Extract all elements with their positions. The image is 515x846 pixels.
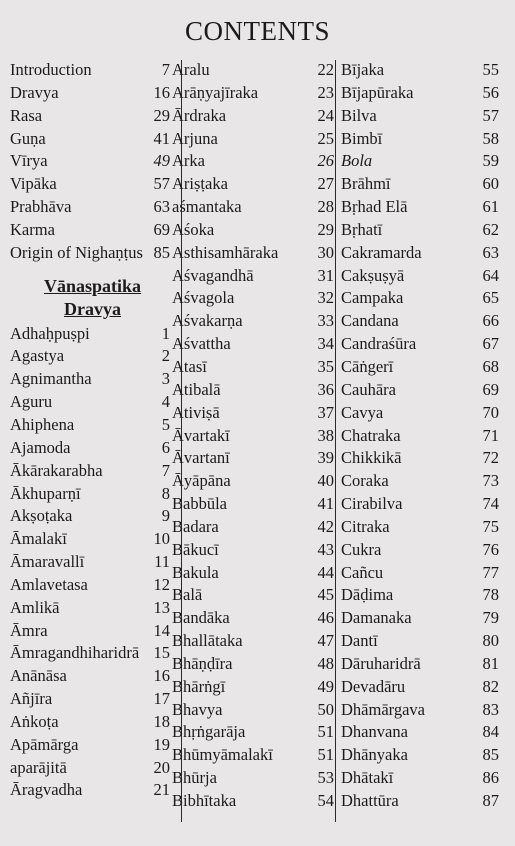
- entry-title: Bilva: [341, 105, 377, 125]
- entry-page-number: 56: [482, 82, 499, 102]
- contents-entry: [341, 721, 505, 744]
- entry-page-number: 83: [482, 699, 499, 719]
- contents-entry: [341, 790, 505, 813]
- page-title: CONTENTS: [185, 16, 330, 46]
- entry-title: Agastya: [10, 346, 65, 366]
- entry-page-number: 69: [153, 219, 170, 239]
- contents-entry: [341, 676, 505, 699]
- contents-entry: [341, 539, 505, 562]
- entry-page-number: 74: [482, 494, 499, 514]
- entry-page-number: 78: [482, 585, 499, 605]
- entry-title: Āmalakī: [10, 529, 67, 549]
- entry-page-number: 57: [153, 174, 170, 194]
- entry-page-number: 5: [161, 414, 170, 434]
- entry-title: Aśvagandhā: [172, 265, 254, 285]
- entry-title: Bījaka: [341, 60, 385, 79]
- entry-page-number: 59: [482, 151, 499, 171]
- entry-page-number: 81: [482, 653, 499, 673]
- contents-entry: [172, 333, 334, 356]
- contents-entry: [10, 460, 170, 483]
- contents-entry: [10, 345, 170, 368]
- entry-title: Citraka: [341, 516, 390, 536]
- contents-column-2: [172, 59, 334, 813]
- entry-title: Cakṣuṣyā: [341, 265, 405, 285]
- entry-title: Āvartakī: [172, 425, 230, 445]
- entry-page-number: 28: [317, 197, 334, 217]
- entry-page-number: 58: [482, 128, 499, 148]
- entry-title: Bṛhatī: [341, 219, 383, 239]
- entry-title: Amlikā: [10, 597, 60, 617]
- contents-entry: [10, 82, 170, 105]
- entry-page-number: 38: [317, 425, 334, 445]
- entry-page-number: 65: [482, 288, 499, 308]
- entry-page-number: 66: [482, 311, 499, 331]
- entry-title: Bibhītaka: [172, 791, 237, 810]
- entry-title: Bhūmyāmalakī: [172, 745, 273, 765]
- contents-entry: [172, 630, 334, 653]
- entry-page-number: 3: [161, 369, 170, 389]
- entry-page-number: 68: [482, 356, 499, 376]
- contents-entry: [10, 242, 170, 265]
- contents-entry: [172, 105, 334, 128]
- contents-entry: [341, 402, 505, 425]
- entry-title: Dāḍima: [341, 585, 394, 605]
- contents-entry: [10, 734, 170, 757]
- entry-page-number: 60: [482, 174, 499, 194]
- contents-entry: [10, 528, 170, 551]
- entry-title: Bakula: [172, 562, 219, 582]
- entry-title: Bola: [341, 151, 373, 171]
- contents-entry: [341, 470, 505, 493]
- entry-page-number: 6: [161, 437, 170, 457]
- entry-title: Bhūrja: [172, 768, 217, 788]
- contents-entry: [341, 310, 505, 333]
- entry-page-number: 51: [317, 722, 334, 742]
- entry-title: Candraśūra: [341, 334, 417, 354]
- contents-entry: [10, 323, 170, 346]
- entry-page-number: 16: [153, 82, 170, 102]
- entry-title: Karma: [10, 219, 55, 239]
- entry-title: Babbūla: [172, 494, 227, 514]
- entry-title: Cavya: [341, 402, 384, 422]
- contents-entry: [172, 59, 334, 82]
- contents-entry: [10, 105, 170, 128]
- contents-entry: [172, 379, 334, 402]
- entry-title: Āyāpāna: [172, 471, 231, 491]
- entry-page-number: 75: [482, 516, 499, 536]
- entry-title: Aguru: [10, 392, 53, 412]
- contents-entry: [10, 173, 170, 196]
- entry-title: Adhaḥpuṣpi: [10, 323, 90, 343]
- entry-page-number: 51: [317, 745, 334, 765]
- entry-title: Cauhāra: [341, 379, 396, 399]
- entry-title: Dantī: [341, 631, 378, 651]
- entry-title: Brāhmī: [341, 174, 391, 194]
- contents-entry: [341, 356, 505, 379]
- entry-page-number: 46: [317, 608, 334, 628]
- entry-title: Bṛhad Elā: [341, 197, 408, 217]
- entry-page-number: 25: [317, 128, 334, 148]
- entry-title: Ajamoda: [10, 437, 71, 457]
- entry-title: Bimbī: [341, 128, 383, 148]
- contents-entry: [10, 414, 170, 437]
- entry-title: Badara: [172, 516, 219, 536]
- entry-title: Devadāru: [341, 676, 406, 696]
- entry-title: Rasa: [10, 105, 43, 125]
- contents-entry: [172, 607, 334, 630]
- contents-entry: [172, 265, 334, 288]
- entry-title: Bījapūraka: [341, 82, 414, 102]
- entry-page-number: 61: [482, 197, 499, 217]
- entry-title: Ārdraka: [172, 105, 227, 125]
- entry-title: aśmantaka: [172, 197, 242, 217]
- entry-page-number: 87: [482, 791, 499, 810]
- contents-entry: [341, 242, 505, 265]
- entry-title: Cāṅgerī: [341, 356, 394, 376]
- entry-title: Aśvagola: [172, 288, 235, 308]
- entry-page-number: 73: [482, 471, 499, 491]
- contents-entry: [341, 516, 505, 539]
- entry-title: Bandāka: [172, 608, 230, 628]
- entry-page-number: 82: [482, 676, 499, 696]
- entry-title: Āmaravallī: [10, 552, 85, 572]
- entry-title: Origin of Nighaṇṭus: [10, 242, 143, 262]
- entry-page-number: 19: [153, 734, 170, 754]
- contents-entry: [10, 757, 170, 780]
- entry-title: Bhārṅgī: [172, 676, 226, 696]
- entry-page-number: 40: [317, 471, 334, 491]
- entry-title: Apāmārga: [10, 734, 79, 754]
- contents-entry: [341, 333, 505, 356]
- entry-title: Asthisamhāraka: [172, 242, 279, 262]
- entry-page-number: 7: [161, 60, 170, 79]
- entry-title: Aśvattha: [172, 334, 231, 354]
- entry-page-number: 26: [317, 151, 334, 171]
- entry-title: Bhallātaka: [172, 631, 243, 651]
- entry-title: Coraka: [341, 471, 389, 491]
- entry-page-number: 57: [482, 105, 499, 125]
- contents-entry: [172, 82, 334, 105]
- contents-entry: [172, 584, 334, 607]
- entry-page-number: 15: [153, 643, 170, 663]
- contents-entry: [341, 607, 505, 630]
- entry-page-number: 50: [317, 699, 334, 719]
- contents-entry: [172, 402, 334, 425]
- contents-entry: [172, 219, 334, 242]
- contents-entry: [172, 744, 334, 767]
- entry-page-number: 85: [153, 242, 170, 262]
- entry-title: Bhavya: [172, 699, 223, 719]
- entry-page-number: 27: [317, 174, 334, 194]
- entry-page-number: 35: [317, 356, 334, 376]
- contents-entry: [172, 516, 334, 539]
- contents-entry: [341, 173, 505, 196]
- entry-page-number: 43: [317, 539, 334, 559]
- contents-entry: [341, 699, 505, 722]
- contents-entry: [341, 630, 505, 653]
- entry-title: Arjuna: [172, 128, 218, 148]
- entry-page-number: 47: [317, 631, 334, 651]
- entry-page-number: 24: [317, 105, 334, 125]
- contents-entry: [10, 642, 170, 665]
- entry-page-number: 44: [317, 562, 334, 582]
- contents-entry: [172, 310, 334, 333]
- entry-title: Anānāsa: [10, 666, 67, 686]
- contents-entry: [10, 597, 170, 620]
- entry-title: Chatraka: [341, 425, 401, 445]
- entry-page-number: 67: [482, 334, 499, 354]
- entry-title: Āmra: [10, 620, 48, 640]
- entry-title: Arāṇyajīraka: [172, 82, 259, 102]
- entry-title: Cirabilva: [341, 494, 403, 514]
- entry-title: Guṇa: [10, 128, 46, 148]
- contents-entry: [172, 699, 334, 722]
- entry-page-number: 39: [317, 448, 334, 468]
- contents-entry: [10, 59, 170, 82]
- entry-page-number: 12: [153, 574, 170, 594]
- entry-page-number: 31: [317, 265, 334, 285]
- contents-entry: [172, 562, 334, 585]
- contents-entry: [172, 539, 334, 562]
- entry-title: Añjīra: [10, 689, 53, 709]
- entry-page-number: 32: [317, 288, 334, 308]
- entry-title: Cañcu: [341, 562, 384, 582]
- entry-title: Āragvadha: [10, 780, 83, 800]
- entry-page-number: 34: [317, 334, 334, 354]
- entry-title: Vīrya: [10, 151, 48, 171]
- entry-page-number: 11: [154, 552, 170, 572]
- contents-entry: [341, 150, 505, 173]
- contents-entry: [341, 287, 505, 310]
- contents-entry: [172, 653, 334, 676]
- contents-entry: [172, 196, 334, 219]
- contents-entry: [341, 379, 505, 402]
- entry-page-number: 79: [482, 608, 499, 628]
- entry-page-number: 86: [482, 768, 499, 788]
- entry-page-number: 77: [482, 562, 499, 582]
- entry-page-number: 54: [317, 791, 334, 810]
- entry-page-number: 36: [317, 379, 334, 399]
- section-heading-line-2: Dravya: [64, 298, 121, 319]
- contents-entry: [341, 105, 505, 128]
- entry-page-number: 21: [153, 780, 170, 800]
- contents-entry: [10, 505, 170, 528]
- entry-title: Ativiṣā: [172, 402, 220, 422]
- entry-title: Aśoka: [172, 219, 215, 239]
- contents-entry: [10, 779, 170, 802]
- entry-page-number: 41: [153, 128, 170, 148]
- entry-page-number: 22: [317, 60, 334, 79]
- entry-page-number: 20: [153, 757, 170, 777]
- entry-title: Āvartanī: [172, 448, 230, 468]
- entry-page-number: 49: [153, 151, 170, 171]
- entry-title: Akṣoṭaka: [10, 506, 73, 526]
- contents-entry: [10, 437, 170, 460]
- entry-title: Amlavetasa: [10, 574, 88, 594]
- entry-title: Dhanvana: [341, 722, 408, 742]
- entry-page-number: 45: [317, 585, 334, 605]
- entry-title: Bākucī: [172, 539, 219, 559]
- contents-entry: [10, 665, 170, 688]
- entry-page-number: 55: [482, 60, 499, 79]
- contents-entry: [341, 584, 505, 607]
- entry-page-number: 9: [161, 506, 170, 526]
- contents-entry: [341, 59, 505, 82]
- entry-page-number: 10: [153, 529, 170, 549]
- contents-entry: [10, 368, 170, 391]
- entry-page-number: 53: [317, 768, 334, 788]
- contents-entry: [10, 391, 170, 414]
- contents-entry: [172, 150, 334, 173]
- contents-entry: [10, 551, 170, 574]
- entry-title: Ahiphena: [10, 414, 75, 434]
- entry-page-number: 64: [482, 265, 499, 285]
- entry-title: Vipāka: [10, 174, 57, 194]
- entry-page-number: 72: [482, 448, 499, 468]
- contents-entry: [341, 425, 505, 448]
- entry-page-number: 63: [482, 242, 499, 262]
- entry-title: Aralu: [172, 60, 210, 79]
- contents-entry: [341, 562, 505, 585]
- contents-entry: [10, 711, 170, 734]
- contents-entry: [172, 493, 334, 516]
- entry-page-number: 17: [153, 689, 170, 709]
- entry-title: Bhāṇḍīra: [172, 653, 233, 673]
- entry-title: Chikkikā: [341, 448, 402, 468]
- entry-title: aparājitā: [10, 757, 67, 777]
- contents-entry: [172, 287, 334, 310]
- entry-page-number: 16: [153, 666, 170, 686]
- entry-page-number: 30: [317, 242, 334, 262]
- entry-title: Atasī: [172, 356, 207, 376]
- contents-entry: [341, 219, 505, 242]
- entry-title: Bhṛṅgarāja: [172, 722, 246, 742]
- contents-entry: [172, 356, 334, 379]
- entry-title: Aṅkoṭa: [10, 711, 59, 731]
- entry-page-number: 8: [161, 483, 170, 503]
- contents-entry: [10, 688, 170, 711]
- contents-entry: [341, 653, 505, 676]
- entry-page-number: 1: [161, 323, 170, 343]
- entry-title: Arka: [172, 151, 205, 171]
- entry-page-number: 33: [317, 311, 334, 331]
- entry-page-number: 18: [153, 711, 170, 731]
- contents-entry: [341, 493, 505, 516]
- entry-title: Balā: [172, 585, 203, 605]
- contents-entry: [172, 470, 334, 493]
- entry-page-number: 69: [482, 379, 499, 399]
- entry-title: Ariṣṭaka: [172, 174, 228, 194]
- contents-entry: [172, 173, 334, 196]
- entry-page-number: 2: [161, 346, 170, 366]
- entry-page-number: 29: [317, 219, 334, 239]
- entry-page-number: 41: [317, 494, 334, 514]
- entry-page-number: 70: [482, 402, 499, 422]
- contents-entry: [341, 128, 505, 151]
- entry-title: Atibalā: [172, 379, 221, 399]
- contents-entry: [172, 721, 334, 744]
- contents-entry: [172, 676, 334, 699]
- entry-page-number: 29: [153, 105, 170, 125]
- entry-title: Damanaka: [341, 608, 412, 628]
- column-divider: [335, 60, 336, 822]
- entry-title: Dhānyaka: [341, 745, 408, 765]
- entry-title: Cakramarda: [341, 242, 422, 262]
- contents-column-3: [341, 59, 505, 813]
- contents-entry: [172, 242, 334, 265]
- contents-entry: [172, 447, 334, 470]
- contents-entry: [341, 767, 505, 790]
- entry-title: Dravya: [10, 82, 59, 102]
- entry-page-number: 76: [482, 539, 499, 559]
- entry-title: Candana: [341, 311, 399, 331]
- contents-entry: [341, 447, 505, 470]
- entry-page-number: 37: [317, 402, 334, 422]
- section-heading-line-1: Vānaspatika: [43, 275, 142, 296]
- entry-title: Dāruharidrā: [341, 653, 421, 673]
- entry-page-number: 80: [482, 631, 499, 651]
- contents-entry: [172, 128, 334, 151]
- contents-entry: [10, 150, 170, 173]
- entry-page-number: 7: [161, 460, 170, 480]
- entry-title: Aśvakarṇa: [172, 311, 243, 331]
- entry-title: Dhāmārgava: [341, 699, 425, 719]
- contents-entry: [10, 128, 170, 151]
- contents-entry: [172, 425, 334, 448]
- contents-entry: [341, 744, 505, 767]
- entry-title: Prabhāva: [10, 197, 72, 217]
- entry-page-number: 63: [153, 197, 170, 217]
- entry-page-number: 4: [161, 392, 170, 412]
- section-heading: [10, 265, 170, 323]
- entry-page-number: 14: [153, 620, 170, 640]
- entry-page-number: 23: [317, 82, 334, 102]
- contents-entry: [10, 196, 170, 219]
- entry-title: Āmragandhiharidrā: [10, 643, 140, 663]
- entry-page-number: 85: [482, 745, 499, 765]
- entry-page-number: 62: [482, 219, 499, 239]
- contents-entry: [341, 196, 505, 219]
- contents-entry: [10, 620, 170, 643]
- entry-title: Cukra: [341, 539, 382, 559]
- entry-title: Ākhuparṇī: [10, 483, 81, 503]
- entry-title: Dhattūra: [341, 791, 399, 810]
- entry-page-number: 84: [482, 722, 499, 742]
- contents-entry: [172, 767, 334, 790]
- entry-page-number: 71: [482, 425, 499, 445]
- entry-page-number: 13: [153, 597, 170, 617]
- entry-title: Ākārakarabha: [10, 460, 103, 480]
- contents-entry: [341, 82, 505, 105]
- contents-entry: [10, 574, 170, 597]
- contents-entry: [10, 219, 170, 242]
- contents-entry: [172, 790, 334, 813]
- entry-page-number: 49: [317, 676, 334, 696]
- entry-page-number: 42: [317, 516, 334, 536]
- entry-title: Campaka: [341, 288, 404, 308]
- entry-page-number: 48: [317, 653, 334, 673]
- contents-column-1: [10, 59, 170, 802]
- contents-entry: [10, 483, 170, 506]
- entry-title: Introduction: [10, 60, 92, 79]
- contents-entry: [341, 265, 505, 288]
- entry-title: Agnimantha: [10, 369, 92, 389]
- entry-title: Dhātakī: [341, 768, 394, 788]
